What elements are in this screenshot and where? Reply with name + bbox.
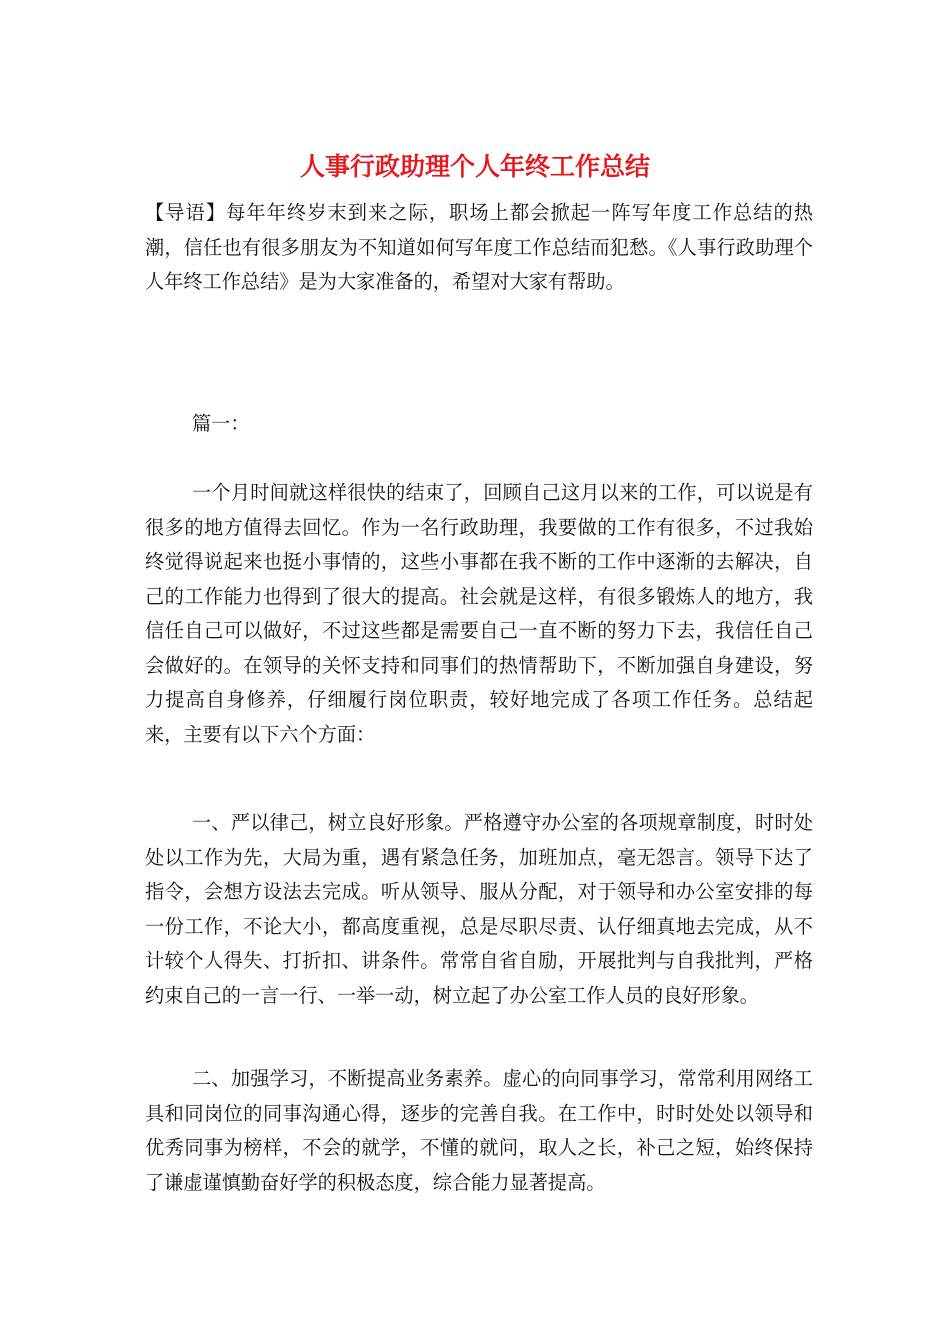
section-label: 篇一： (192, 412, 250, 435)
body-paragraph-1: 一个月时间就这样很快的结束了，回顾自己这月以来的工作，可以说是有很多的地方值得去回忆。作为一名行政助理，我要做的工作有很多，不过我始终觉得说起来也挺小事情的，这些小事都在我不断的工作中逐渐的去解决，自己的工作能力也得到了很大的提高。社会就是这样，有很多锻炼人的地方，我信任自己可以做好，不过这些都是需要自己一直不断的努力下去，我信任自己会做好的。在领导的关怀支持和同事们的热情帮助下，不断加强自身建设，努力提高自身修养，仔细履行岗位职责，较好地完成了各项工作任务。总结起来，主要有以下六个方面： (145, 481, 813, 746)
intro-paragraph: 【导语】每年年终岁末到来之际，职场上都会掀起一阵写年度工作总结的热潮，信任也有很多朋友为不知道如何写年度工作总结而犯愁。《人事行政助理个人年终工作总结》是为大家准备的，希望对大家有帮助。 (145, 201, 813, 293)
document-title: 人事行政助理个人年终工作总结 (299, 152, 650, 181)
body-paragraph-2: 一、严以律己，树立良好形象。严格遵守办公室的各项规章制度，时时处处以工作为先，大局为重，遇有紧急任务，加班加点，毫无怨言。领导下达了指令，会想方设法去完成。听从领导、服从分配，对于领导和办公室安排的每一份工作，不论大小，都高度重视，总是尽职尽责、认仔细真地去完成，从不计较个人得失、打折扣、讲条件。常常自省自励，开展批判与自我批判，严格约束自己的一言一行、一举一动，树立起了办公室工作人员的良好形象。 (145, 811, 813, 1007)
body-paragraph-3: 二、加强学习，不断提高业务素养。虚心的向同事学习，常常利用网络工具和同岗位的同事沟通心得，逐步的完善自我。在工作中，时时处处以领导和优秀同事为榜样，不会的就学，不懂的就问，取人之长，补己之短，始终保持了谦虚谨慎勤奋好学的积极态度，综合能力显著提高。 (145, 1067, 813, 1194)
